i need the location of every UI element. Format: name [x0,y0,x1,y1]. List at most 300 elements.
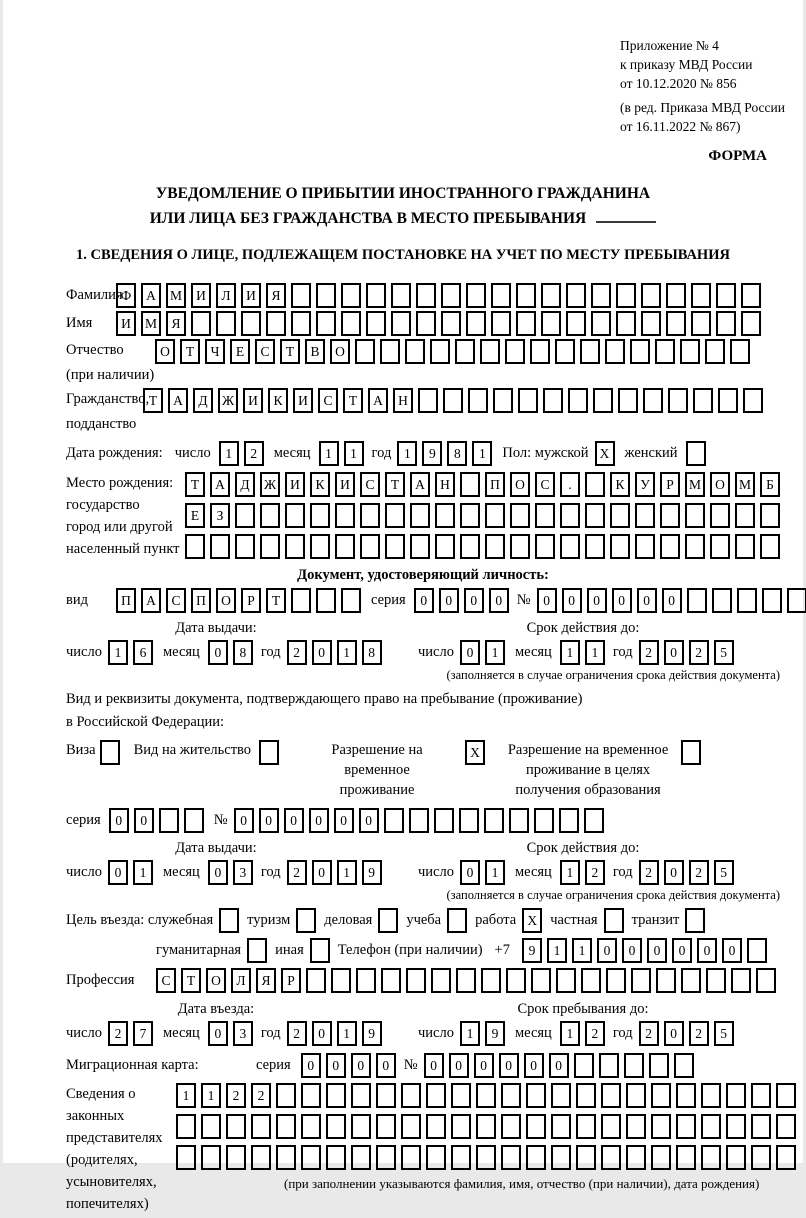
char-cell[interactable] [559,808,579,833]
char-cell[interactable]: 0 [312,1021,332,1046]
char-cell[interactable] [551,1083,571,1108]
char-cell[interactable] [226,1145,246,1170]
char-cell[interactable]: 1 [337,640,357,665]
purpose-business-checkbox[interactable] [378,908,398,933]
char-cell[interactable] [604,908,624,933]
char-cell[interactable]: 3 [233,1021,253,1046]
char-cell[interactable]: 0 [672,938,692,963]
char-cell[interactable]: 0 [664,640,684,665]
char-cell[interactable]: 9 [522,938,542,963]
char-cell[interactable] [631,968,651,993]
char-cell[interactable]: 0 [549,1053,569,1078]
char-cell[interactable] [516,283,536,308]
char-cell[interactable] [316,311,336,336]
char-cell[interactable] [331,968,351,993]
passport-issue-month-input[interactable] [208,640,253,665]
char-cell[interactable] [686,441,706,466]
char-cell[interactable]: Б [760,472,780,497]
char-cell[interactable]: 2 [244,441,264,466]
char-cell[interactable] [760,534,780,559]
char-cell[interactable] [649,1053,669,1078]
char-cell[interactable] [360,503,380,528]
entry-month-input[interactable] [208,1021,253,1046]
char-cell[interactable]: 1 [337,1021,357,1046]
char-cell[interactable] [551,1145,571,1170]
sex-female-checkbox[interactable] [686,441,706,466]
char-cell[interactable]: 1 [560,640,580,665]
char-cell[interactable]: 1 [472,441,492,466]
char-cell[interactable] [326,1145,346,1170]
char-cell[interactable]: 0 [464,588,484,613]
char-cell[interactable] [480,339,500,364]
char-cell[interactable] [481,968,501,993]
char-cell[interactable]: Р [660,472,680,497]
purpose-study-checkbox[interactable] [447,908,467,933]
char-cell[interactable] [435,503,455,528]
char-cell[interactable]: К [310,472,330,497]
char-cell[interactable]: А [141,283,161,308]
char-cell[interactable] [651,1083,671,1108]
char-cell[interactable] [660,534,680,559]
char-cell[interactable] [176,1145,196,1170]
representatives-line1-input[interactable] [176,1083,796,1108]
char-cell[interactable]: 1 [460,1021,480,1046]
char-cell[interactable] [430,339,450,364]
char-cell[interactable]: 2 [251,1083,271,1108]
char-cell[interactable] [316,283,336,308]
char-cell[interactable] [505,339,525,364]
char-cell[interactable] [743,388,763,413]
char-cell[interactable] [735,503,755,528]
char-cell[interactable] [741,311,761,336]
char-cell[interactable] [618,388,638,413]
char-cell[interactable] [651,1114,671,1139]
char-cell[interactable]: 0 [697,938,717,963]
char-cell[interactable] [585,472,605,497]
char-cell[interactable] [691,283,711,308]
char-cell[interactable] [585,534,605,559]
char-cell[interactable]: Д [193,388,213,413]
char-cell[interactable]: 0 [301,1053,321,1078]
char-cell[interactable]: 0 [664,1021,684,1046]
permit-issue-year-input[interactable] [287,860,382,885]
char-cell[interactable]: Ч [205,339,225,364]
char-cell[interactable]: И [285,472,305,497]
char-cell[interactable] [731,968,751,993]
char-cell[interactable]: 0 [460,860,480,885]
char-cell[interactable] [191,311,211,336]
char-cell[interactable]: Т [266,588,286,613]
char-cell[interactable] [735,534,755,559]
char-cell[interactable] [526,1083,546,1108]
char-cell[interactable] [401,1145,421,1170]
char-cell[interactable]: 0 [489,588,509,613]
char-cell[interactable]: 0 [424,1053,444,1078]
char-cell[interactable] [351,1114,371,1139]
char-cell[interactable] [624,1053,644,1078]
birth-year-input[interactable] [397,441,492,466]
char-cell[interactable]: Е [230,339,250,364]
char-cell[interactable] [541,283,561,308]
char-cell[interactable] [541,311,561,336]
char-cell[interactable] [391,311,411,336]
char-cell[interactable]: Л [231,968,251,993]
char-cell[interactable] [751,1114,771,1139]
char-cell[interactable] [509,808,529,833]
char-cell[interactable]: X [465,740,485,765]
char-cell[interactable]: А [410,472,430,497]
char-cell[interactable] [100,740,120,765]
char-cell[interactable] [674,1053,694,1078]
char-cell[interactable]: 0 [474,1053,494,1078]
char-cell[interactable] [451,1145,471,1170]
char-cell[interactable]: 0 [376,1053,396,1078]
char-cell[interactable] [434,808,454,833]
char-cell[interactable]: 1 [133,860,153,885]
permit-valid-year-input[interactable] [639,860,734,885]
char-cell[interactable] [266,311,286,336]
char-cell[interactable]: М [685,472,705,497]
char-cell[interactable]: 0 [414,588,434,613]
char-cell[interactable] [516,311,536,336]
char-cell[interactable] [285,503,305,528]
char-cell[interactable] [591,283,611,308]
char-cell[interactable]: Н [393,388,413,413]
char-cell[interactable] [668,388,688,413]
char-cell[interactable]: Т [343,388,363,413]
char-cell[interactable] [391,283,411,308]
char-cell[interactable] [501,1114,521,1139]
char-cell[interactable] [747,938,767,963]
char-cell[interactable] [410,503,430,528]
char-cell[interactable]: 5 [714,640,734,665]
char-cell[interactable] [456,968,476,993]
char-cell[interactable]: Е [185,503,205,528]
char-cell[interactable] [466,311,486,336]
char-cell[interactable] [535,503,555,528]
char-cell[interactable] [510,534,530,559]
char-cell[interactable]: 1 [344,441,364,466]
char-cell[interactable]: 2 [287,1021,307,1046]
char-cell[interactable] [576,1114,596,1139]
char-cell[interactable]: 1 [201,1083,221,1108]
entry-day-input[interactable] [108,1021,153,1046]
char-cell[interactable] [459,808,479,833]
char-cell[interactable] [385,534,405,559]
purpose-private-checkbox[interactable] [604,908,624,933]
char-cell[interactable] [260,534,280,559]
char-cell[interactable] [247,938,267,963]
char-cell[interactable]: И [243,388,263,413]
char-cell[interactable] [601,1145,621,1170]
char-cell[interactable] [466,283,486,308]
char-cell[interactable] [376,1114,396,1139]
char-cell[interactable] [451,1114,471,1139]
char-cell[interactable] [296,908,316,933]
char-cell[interactable] [291,311,311,336]
char-cell[interactable]: 7 [133,1021,153,1046]
char-cell[interactable]: 1 [176,1083,196,1108]
char-cell[interactable] [384,808,404,833]
char-cell[interactable] [351,1083,371,1108]
char-cell[interactable] [326,1083,346,1108]
char-cell[interactable] [560,503,580,528]
char-cell[interactable]: 0 [259,808,279,833]
char-cell[interactable]: 0 [208,860,228,885]
birth-day-input[interactable] [219,441,264,466]
citizenship-input[interactable] [143,388,763,413]
char-cell[interactable]: 1 [560,1021,580,1046]
char-cell[interactable] [441,283,461,308]
representatives-line2-input[interactable] [176,1114,796,1139]
char-cell[interactable]: Т [185,472,205,497]
char-cell[interactable] [681,740,701,765]
char-cell[interactable]: Я [266,283,286,308]
stay-year-input[interactable] [639,1021,734,1046]
char-cell[interactable]: 1 [585,640,605,665]
char-cell[interactable] [185,534,205,559]
char-cell[interactable] [341,311,361,336]
char-cell[interactable] [601,1083,621,1108]
char-cell[interactable]: В [305,339,325,364]
char-cell[interactable]: О [216,588,236,613]
char-cell[interactable] [484,808,504,833]
char-cell[interactable]: 0 [208,640,228,665]
char-cell[interactable] [493,388,513,413]
char-cell[interactable]: 2 [108,1021,128,1046]
char-cell[interactable] [626,1145,646,1170]
char-cell[interactable] [655,339,675,364]
char-cell[interactable] [526,1114,546,1139]
char-cell[interactable]: 1 [219,441,239,466]
stay-day-input[interactable] [460,1021,505,1046]
char-cell[interactable]: К [268,388,288,413]
phone-input[interactable] [522,938,767,963]
purpose-humanitarian-checkbox[interactable] [247,938,267,963]
purpose-work-checkbox[interactable] [522,908,542,933]
char-cell[interactable]: А [168,388,188,413]
char-cell[interactable] [335,534,355,559]
char-cell[interactable] [716,311,736,336]
char-cell[interactable]: 0 [664,860,684,885]
permit-valid-month-input[interactable] [560,860,605,885]
char-cell[interactable]: И [335,472,355,497]
char-cell[interactable]: Р [281,968,301,993]
char-cell[interactable] [610,503,630,528]
char-cell[interactable] [201,1145,221,1170]
char-cell[interactable] [643,388,663,413]
char-cell[interactable] [455,339,475,364]
char-cell[interactable] [426,1114,446,1139]
char-cell[interactable] [556,968,576,993]
char-cell[interactable]: 0 [108,860,128,885]
char-cell[interactable] [285,534,305,559]
char-cell[interactable] [726,1083,746,1108]
char-cell[interactable] [460,503,480,528]
char-cell[interactable] [616,283,636,308]
permit-valid-day-input[interactable] [460,860,505,885]
char-cell[interactable] [406,968,426,993]
char-cell[interactable] [460,472,480,497]
char-cell[interactable] [306,968,326,993]
char-cell[interactable]: 0 [439,588,459,613]
passport-valid-month-input[interactable] [560,640,605,665]
char-cell[interactable] [201,1114,221,1139]
char-cell[interactable] [601,1114,621,1139]
char-cell[interactable]: О [330,339,350,364]
char-cell[interactable] [431,968,451,993]
char-cell[interactable]: П [485,472,505,497]
char-cell[interactable]: 1 [108,640,128,665]
char-cell[interactable] [756,968,776,993]
char-cell[interactable]: О [155,339,175,364]
char-cell[interactable]: 0 [284,808,304,833]
char-cell[interactable] [526,1145,546,1170]
visa-checkbox[interactable] [100,740,120,765]
char-cell[interactable] [593,388,613,413]
char-cell[interactable]: 0 [499,1053,519,1078]
char-cell[interactable]: X [522,908,542,933]
permit-issue-month-input[interactable] [208,860,253,885]
char-cell[interactable]: 0 [208,1021,228,1046]
char-cell[interactable] [676,1083,696,1108]
purpose-other-checkbox[interactable] [310,938,330,963]
char-cell[interactable] [501,1083,521,1108]
char-cell[interactable] [291,588,311,613]
char-cell[interactable] [630,339,650,364]
char-cell[interactable] [376,1145,396,1170]
char-cell[interactable] [378,908,398,933]
purpose-transit-checkbox[interactable] [685,908,705,933]
char-cell[interactable]: 0 [312,860,332,885]
char-cell[interactable]: 0 [587,588,607,613]
char-cell[interactable]: М [735,472,755,497]
char-cell[interactable]: 0 [109,808,129,833]
char-cell[interactable]: Р [241,588,261,613]
char-cell[interactable]: 0 [647,938,667,963]
char-cell[interactable] [685,534,705,559]
char-cell[interactable] [341,283,361,308]
char-cell[interactable]: 9 [362,1021,382,1046]
surname-input[interactable] [116,283,761,308]
char-cell[interactable] [701,1145,721,1170]
char-cell[interactable]: 9 [362,860,382,885]
char-cell[interactable] [460,534,480,559]
char-cell[interactable]: 0 [359,808,379,833]
sex-male-checkbox[interactable] [595,441,615,466]
char-cell[interactable]: 2 [287,860,307,885]
temp-residence-education-checkbox[interactable] [681,740,701,765]
char-cell[interactable]: А [141,588,161,613]
char-cell[interactable] [641,283,661,308]
char-cell[interactable] [426,1145,446,1170]
char-cell[interactable] [681,968,701,993]
char-cell[interactable]: 0 [637,588,657,613]
purpose-tourism-checkbox[interactable] [296,908,316,933]
char-cell[interactable] [355,339,375,364]
char-cell[interactable]: 6 [133,640,153,665]
char-cell[interactable]: П [116,588,136,613]
char-cell[interactable]: 9 [485,1021,505,1046]
char-cell[interactable] [641,311,661,336]
char-cell[interactable] [566,311,586,336]
char-cell[interactable] [410,534,430,559]
char-cell[interactable] [580,339,600,364]
char-cell[interactable] [710,534,730,559]
char-cell[interactable]: И [241,283,261,308]
char-cell[interactable] [581,968,601,993]
char-cell[interactable] [226,1114,246,1139]
char-cell[interactable]: 0 [334,808,354,833]
char-cell[interactable] [176,1114,196,1139]
char-cell[interactable]: М [141,311,161,336]
char-cell[interactable] [356,968,376,993]
temp-residence-checkbox[interactable] [465,740,485,765]
char-cell[interactable] [341,588,361,613]
char-cell[interactable]: 2 [585,860,605,885]
char-cell[interactable] [741,283,761,308]
char-cell[interactable]: З [210,503,230,528]
char-cell[interactable] [260,503,280,528]
char-cell[interactable] [310,503,330,528]
char-cell[interactable]: 3 [233,860,253,885]
char-cell[interactable]: Ф [116,283,136,308]
char-cell[interactable]: Н [435,472,455,497]
char-cell[interactable]: 0 [662,588,682,613]
char-cell[interactable]: И [293,388,313,413]
char-cell[interactable] [610,534,630,559]
char-cell[interactable] [376,1083,396,1108]
birthplace-line2-input[interactable] [185,503,780,528]
char-cell[interactable] [435,534,455,559]
char-cell[interactable] [476,1083,496,1108]
char-cell[interactable] [510,503,530,528]
char-cell[interactable] [555,339,575,364]
char-cell[interactable]: 2 [689,1021,709,1046]
char-cell[interactable] [235,534,255,559]
char-cell[interactable] [660,503,680,528]
char-cell[interactable]: К [610,472,630,497]
char-cell[interactable] [726,1114,746,1139]
char-cell[interactable] [501,1145,521,1170]
char-cell[interactable] [416,283,436,308]
char-cell[interactable]: Т [143,388,163,413]
char-cell[interactable] [751,1083,771,1108]
char-cell[interactable]: 5 [714,860,734,885]
char-cell[interactable]: 0 [460,640,480,665]
char-cell[interactable]: А [368,388,388,413]
char-cell[interactable]: Д [235,472,255,497]
char-cell[interactable] [626,1114,646,1139]
char-cell[interactable]: С [166,588,186,613]
char-cell[interactable]: 0 [351,1053,371,1078]
char-cell[interactable]: 1 [572,938,592,963]
char-cell[interactable] [401,1083,421,1108]
char-cell[interactable] [310,534,330,559]
char-cell[interactable] [301,1145,321,1170]
char-cell[interactable] [676,1114,696,1139]
char-cell[interactable]: А [210,472,230,497]
char-cell[interactable] [716,283,736,308]
char-cell[interactable]: X [595,441,615,466]
char-cell[interactable]: 2 [585,1021,605,1046]
char-cell[interactable] [451,1083,471,1108]
char-cell[interactable] [685,503,705,528]
char-cell[interactable]: Т [180,339,200,364]
char-cell[interactable]: Т [280,339,300,364]
char-cell[interactable] [693,388,713,413]
char-cell[interactable]: О [510,472,530,497]
